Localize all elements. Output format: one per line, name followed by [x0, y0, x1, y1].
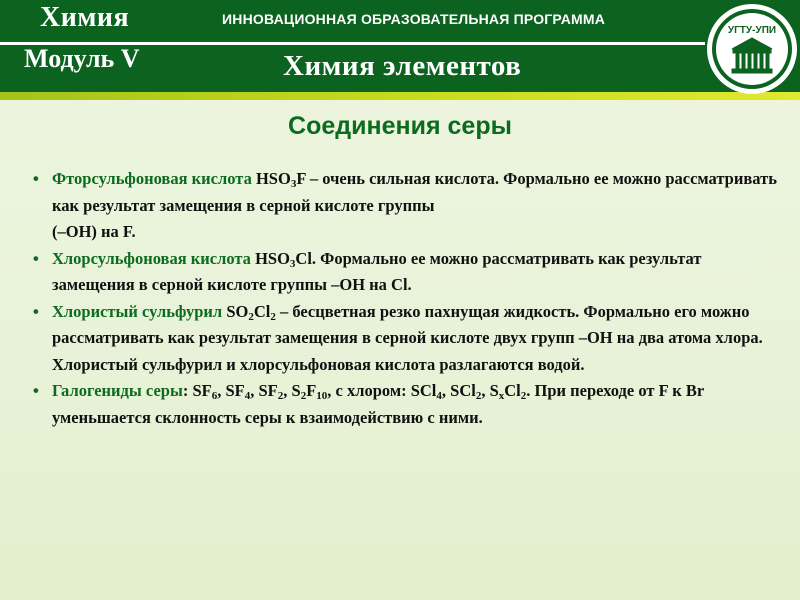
slide-content [33, 166, 778, 431]
slide-title: Соединения серы [288, 112, 512, 140]
item-term: Фторсульфоновая кислота [52, 169, 252, 188]
item-text: . При переходе от F к Br уменьшается склонность серы к взаимодействию с ними. [52, 381, 704, 427]
list-item [33, 299, 778, 379]
item-formula: $HSO_3F$ [255, 169, 306, 190]
header-stripe [0, 92, 800, 100]
course-title: Химия [40, 2, 130, 33]
item-formulas: $SF_6$, $SF_4$, $SF_2$, $S_2F_{10}$, с хлором: SCl$_4$, SCl$_2$, $S_xCl_2$ [192, 381, 527, 402]
program-title: ИННОВАЦИОННАЯ ОБРАЗОВАТЕЛЬНАЯ ПРОГРАММА [222, 11, 606, 27]
item-term: Хлорсульфоновая кислота [52, 248, 251, 268]
item-text-continued: (–ОН) на F. [52, 222, 136, 241]
university-logo-icon [706, 3, 798, 95]
item-term: Хлористый сульфурил [52, 301, 223, 321]
logo-text: УГТУ-УПИ [727, 25, 777, 36]
list-item [33, 246, 778, 299]
item-text: – очень сильная кислота. Формально ее можно рассматривать как результат замещения в серной кислоте группы [52, 169, 777, 215]
list-item: • Галогениды серы: $SF_6$, $SF_4$, $SF_2$, $S_2F_{10}$, с хлором: SCl$_4$, SCl$_2$, $S_xCl_2$. При переходе от F к Br уменьшается склонность серы к взаимодействию с ними. [33, 378, 778, 431]
section-title: Химия элементов [283, 50, 522, 82]
item-text: . Формально ее можно рассматривать как результат замещения в серной кислоте группы –ОН на Cl. [52, 248, 702, 294]
item-formula: $HSO_3Cl$ [255, 248, 312, 270]
item-text: – бесцветная резко пахнущая жидкость. Формально его можно рассматривать как результат замещения в серной кислоте двух групп –ОН на два атома хлора. Хлористый сульфурил и хлорсульфоновая кислота разлагаются водой. [52, 301, 763, 374]
module-title: Модуль V [24, 44, 140, 73]
item-formula: $SO_2Cl_2$ [226, 301, 276, 323]
list-item [33, 166, 778, 246]
item-term: Галогениды серы [52, 381, 183, 400]
